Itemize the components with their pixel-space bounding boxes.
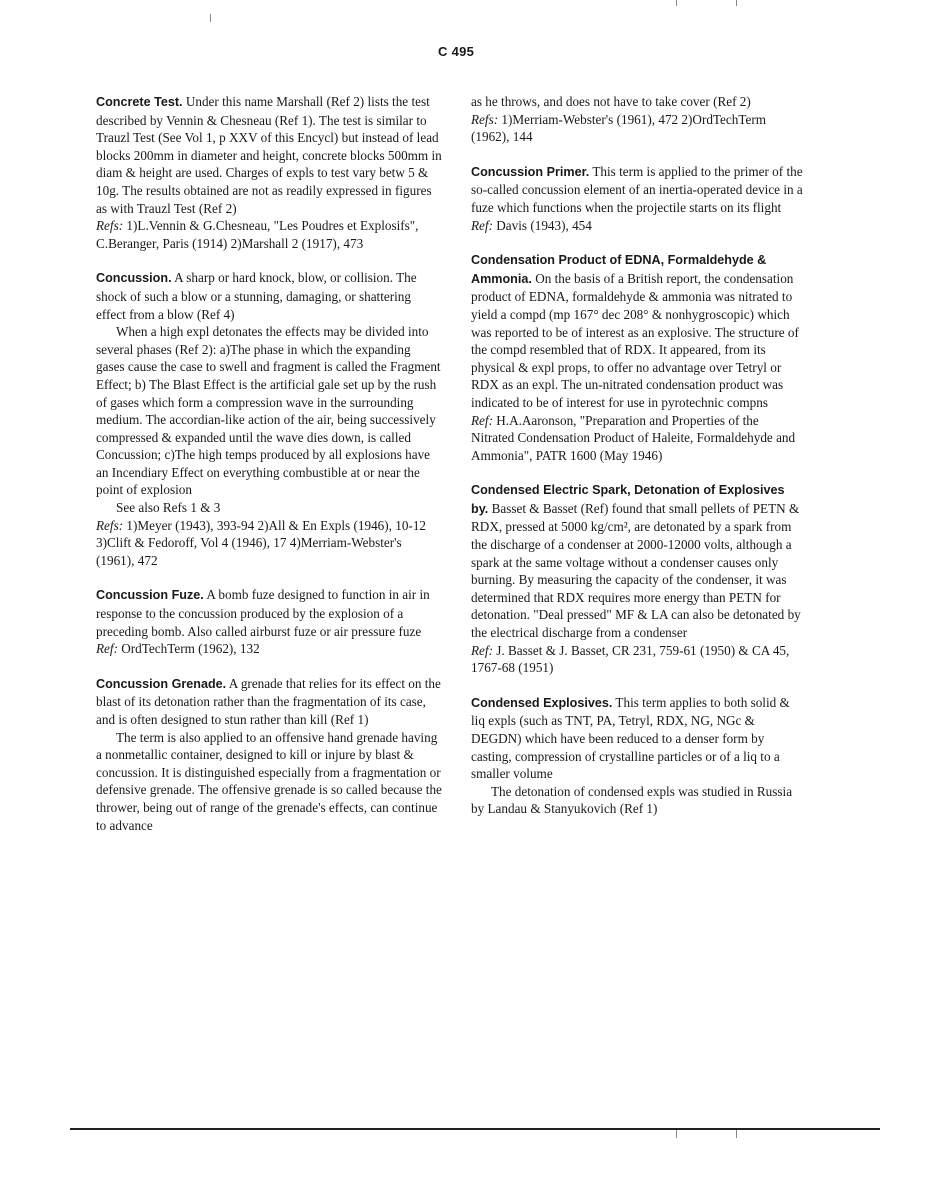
entry-concussion-primer <box>471 163 803 234</box>
entry-refs <box>96 517 442 570</box>
right-column <box>471 93 803 835</box>
left-column <box>96 93 442 851</box>
refs-label: Ref: <box>471 642 493 658</box>
refs-label: Ref: <box>96 641 118 657</box>
entry-concussion <box>96 269 442 569</box>
entry-text: On the basis of a British report, the condensation product of EDNA, formaldehyde & ammonia was nitrated to yield a compd (mp 167° dec 208° & nonhygroscopic) which was reported to be of interest as an explosive. The structure of the compd resembled that of RDX. It appeared, from its physical & expl props, to offer no advantage over Tetryl or RDX as an expl. The un-nitrated condensation product was indicated to be of interest for use in pyrotechnic compns <box>471 270 799 410</box>
entry-paragraph <box>471 694 803 783</box>
refs-text: 1)Meyer (1943), 393-94 2)All & En Expls (1946), 10-12 3)Clift & Fedoroff, Vol 4 (1946), 17 4)Merriam-Webster's (1961), 472 <box>96 517 427 568</box>
entry-text: A bomb fuze designed to function in air in response to the concussion produced by the explosion of a preceding bomb. Also called airburst fuze or air pressure fuze <box>96 587 430 639</box>
entry-headword: Condensed Electric Spark, Detonation of Explosives by. <box>471 483 785 516</box>
entry-headword: Concussion. <box>96 271 172 286</box>
entry-text: This term is applied to the primer of the so-called concussion element of an inertia-operated device in a fuze which functions when the projectile starts on its flight <box>471 163 803 215</box>
entry-text: Under this name Marshall (Ref 2) lists the test described by Vennin & Chesneau (Ref 1). The test is similar to Trauzl Test (See Vol 1, p XXV of this Encycl) but instead of lead blocks 200mm in diameter and height, concrete blocks 500mm in diam & height are used. Charges of expls to test vary betw 5 & 10g. The results obtained are not as readily expressed in figures as with Trauzl Test (Ref 2) <box>96 94 442 216</box>
entry-refs <box>471 217 803 235</box>
refs-text: H.A.Aaronson, "Preparation and Properties of the Nitrated Condensation Product of Haleite, Formaldehyde and Ammonia", PATR 1600 (May 1946) <box>471 412 796 463</box>
entry-concussion-grenade <box>96 675 442 834</box>
entry-concrete-test <box>96 93 442 252</box>
entry-paragraph: The detonation of condensed expls was studied in Russia by Landau & Stanyukovich (Ref 1) <box>471 783 793 817</box>
entry-concussion-fuze <box>96 586 442 657</box>
entry-headword: Concrete Test. <box>96 95 183 109</box>
scan-mark-top-3 <box>736 0 737 6</box>
refs-label: Refs: <box>96 218 124 234</box>
entry-condensed-electric-spark <box>471 481 803 677</box>
scan-mark-bottom-2 <box>736 1130 737 1138</box>
entry-headword: Concussion Grenade. <box>96 676 227 691</box>
refs-text: 1)Merriam-Webster's (1961), 472 2)OrdTechTerm (1962), 144 <box>471 111 766 145</box>
entry-condensed-explosives <box>471 694 803 818</box>
entry-paragraph <box>471 163 803 217</box>
entry-paragraph <box>96 269 442 323</box>
scan-mark-top-2 <box>676 0 677 6</box>
entry-concussion-grenade-cont <box>471 93 803 146</box>
entry-headword: Condensation Product of EDNA, Formaldehyde & Ammonia. <box>471 253 767 286</box>
entry-paragraph <box>471 481 803 641</box>
scan-mark-top-1 <box>210 14 211 22</box>
page-number: C 495 <box>438 44 475 59</box>
refs-label: Refs: <box>96 517 124 533</box>
entry-paragraph <box>471 251 803 411</box>
entry-paragraph: The term is also applied to an offensive hand grenade having a nonmetallic container, designed to kill or injure by blast & concussion. It is distinguished especially from a fragmentation or defensive grenade. The offensive grenade is so called because the thrower, being out of range of the grenade's effects, can continue to advance <box>96 729 442 833</box>
entry-headword: Concussion Fuze. <box>96 588 204 603</box>
entry-text: Basset & Basset (Ref) found that small pellets of PETN & RDX, pressed at 5000 kg/cm², are detonated by a spark from the discharge of a condenser at 2000-12000 volts, although a spark at the same voltage without a condenser causes only burning. By measuring the capacity of the condenser, it was determined that RDX requires more energy than PETN for detonation. "Deal pressed" MF & LA can also be detonated by the electrical discharge from a condenser <box>471 500 801 641</box>
entry-text: This term applies to both solid & liq expls (such as TNT, PA, Tetryl, RDX, NG, NGc & DEGDN) which have been reduced to a denser form by casting, compression of crystalline particles or of a liq to a smaller volume <box>471 694 790 782</box>
entry-refs <box>96 217 442 252</box>
entry-paragraph <box>96 586 442 640</box>
refs-text: J. Basset & J. Basset, CR 231, 759-61 (1950) & CA 45, 1767-68 (1951) <box>471 642 790 676</box>
refs-label: Ref: <box>471 412 493 428</box>
entry-refs <box>471 412 803 465</box>
refs-label: Refs: <box>471 111 499 127</box>
entry-paragraph <box>96 675 442 729</box>
entry-condensation-product <box>471 251 803 464</box>
refs-text: 1)L.Vennin & G.Chesneau, "Les Poudres et Explosifs", C.Beranger, Paris (1914) 2)Marshall 2 (1917), 473 <box>96 218 419 251</box>
entry-refs <box>96 640 442 658</box>
entry-paragraph <box>96 93 442 217</box>
entry-headword: Condensed Explosives. <box>471 695 613 710</box>
refs-label: Ref: <box>471 217 493 233</box>
bottom-rule <box>70 1128 880 1130</box>
scan-mark-bottom-1 <box>676 1130 677 1138</box>
refs-text: OrdTechTerm (1962), 132 <box>117 641 260 657</box>
refs-text: Davis (1943), 454 <box>492 217 592 233</box>
entry-refs <box>471 642 803 677</box>
entry-text: A sharp or hard knock, blow, or collision. The shock of such a blow or a stunning, damaging, or shattering effect from a blow (Ref 4) <box>96 270 417 322</box>
entry-headword: Concussion Primer. <box>471 164 590 179</box>
entry-paragraph: See also Refs 1 & 3 <box>116 500 221 516</box>
entry-refs <box>471 111 803 146</box>
entry-paragraph: as he throws, and does not have to take cover (Ref 2) <box>471 94 751 109</box>
entry-text: A grenade that relies for its effect on the blast of its detonation rather than the fragmentation of its case, and is often designed to stun rather than kill (Ref 1) <box>96 675 441 727</box>
entry-paragraph: When a high expl detonates the effects may be divided into several phases (Ref 2): a)The phase in which the expanding gases cause the case to swell and fragment is called the Fragment Effect; b) The Blast Effect is the artificial gale set up by the rush of gases which form a compression wave in the surrounding medium. The accordian-like action of the air, being successively compressed & expanded until the wave dies down, is called Concussion; c)The high temps produced by all explosions have an Incendiary Effect on everything combustible at or near the point of explosion <box>96 324 441 498</box>
